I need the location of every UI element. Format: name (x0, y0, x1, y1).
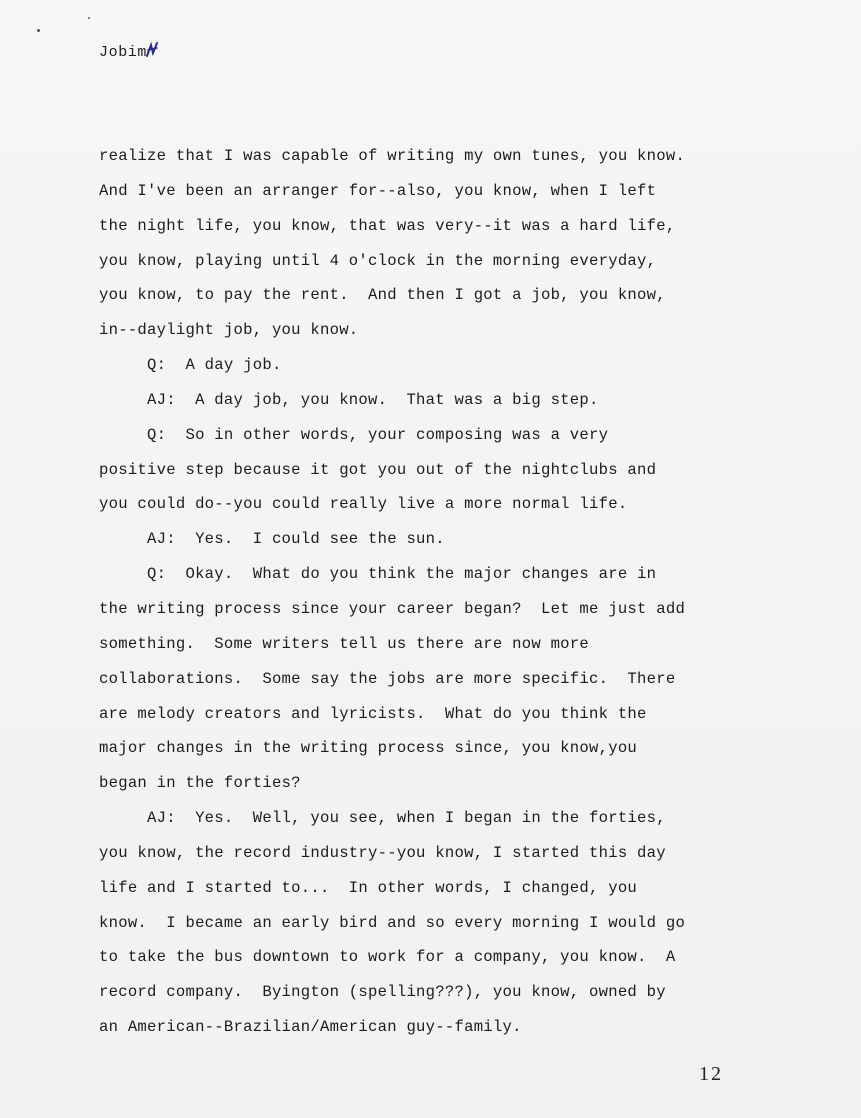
transcript-line: record company. Byington (spelling???), you know, owned by (99, 983, 666, 1002)
scan-speck (88, 17, 90, 19)
transcript-line: you know, playing until 4 o'clock in the morning everyday, (99, 251, 657, 270)
header-name: Jobim (99, 44, 148, 61)
transcript-line: collaborations. Some say the jobs are more specific. There (99, 669, 676, 688)
transcript-line: And I've been an arranger for--also, you know, when I left (99, 181, 657, 200)
transcript-line: you could do--you could really live a more normal life. (99, 495, 628, 514)
transcript-line: positive step because it got you out of the nightclubs and (99, 460, 657, 479)
transcript-line: you know, to pay the rent. And then I got a job, you know, (99, 286, 666, 305)
pen-correction-mark (147, 42, 157, 58)
transcript-line: know. I became an early bird and so every morning I would go (99, 913, 686, 932)
transcript-line: began in the forties? (99, 774, 301, 793)
transcript-line: something. Some writers tell us there are now more (99, 634, 589, 653)
transcript-line: you know, the record industry--you know, I started this day (99, 843, 666, 862)
transcript-line: realize that I was capable of writing my own tunes, you know. (99, 147, 686, 165)
transcript-line: life and I started to... In other words, I changed, you (99, 878, 638, 897)
transcript-line: the writing process since your career began? Let me just add (99, 599, 686, 618)
transcript-line: AJ: A day job, you know. That was a big step. (99, 390, 599, 409)
transcript-line: are melody creators and lyricists. What do you think the (99, 704, 647, 723)
transcript-body (99, 144, 739, 1050)
transcript-line: to take the bus downtown to work for a company, you know. A (99, 948, 676, 967)
transcript-line: an American--Brazilian/American guy--family. (99, 1018, 522, 1037)
transcript-line: in--daylight job, you know. (99, 321, 359, 340)
transcript-line: the night life, you know, that was very--it was a hard life, (99, 216, 676, 235)
transcript-line: major changes in the writing process since, you know,you (99, 739, 638, 758)
page-number: 12 (699, 1063, 723, 1085)
running-header (99, 42, 157, 61)
transcript-line: Q: So in other words, your composing was a very (99, 425, 609, 444)
scan-speck (37, 29, 40, 32)
transcript-line: AJ: Yes. Well, you see, when I began in the forties, (99, 809, 666, 828)
transcript-line: Q: A day job. (99, 356, 282, 375)
transcript-line: AJ: Yes. I could see the sun. (99, 530, 445, 549)
transcript-line: Q: Okay. What do you think the major changes are in (99, 565, 657, 584)
